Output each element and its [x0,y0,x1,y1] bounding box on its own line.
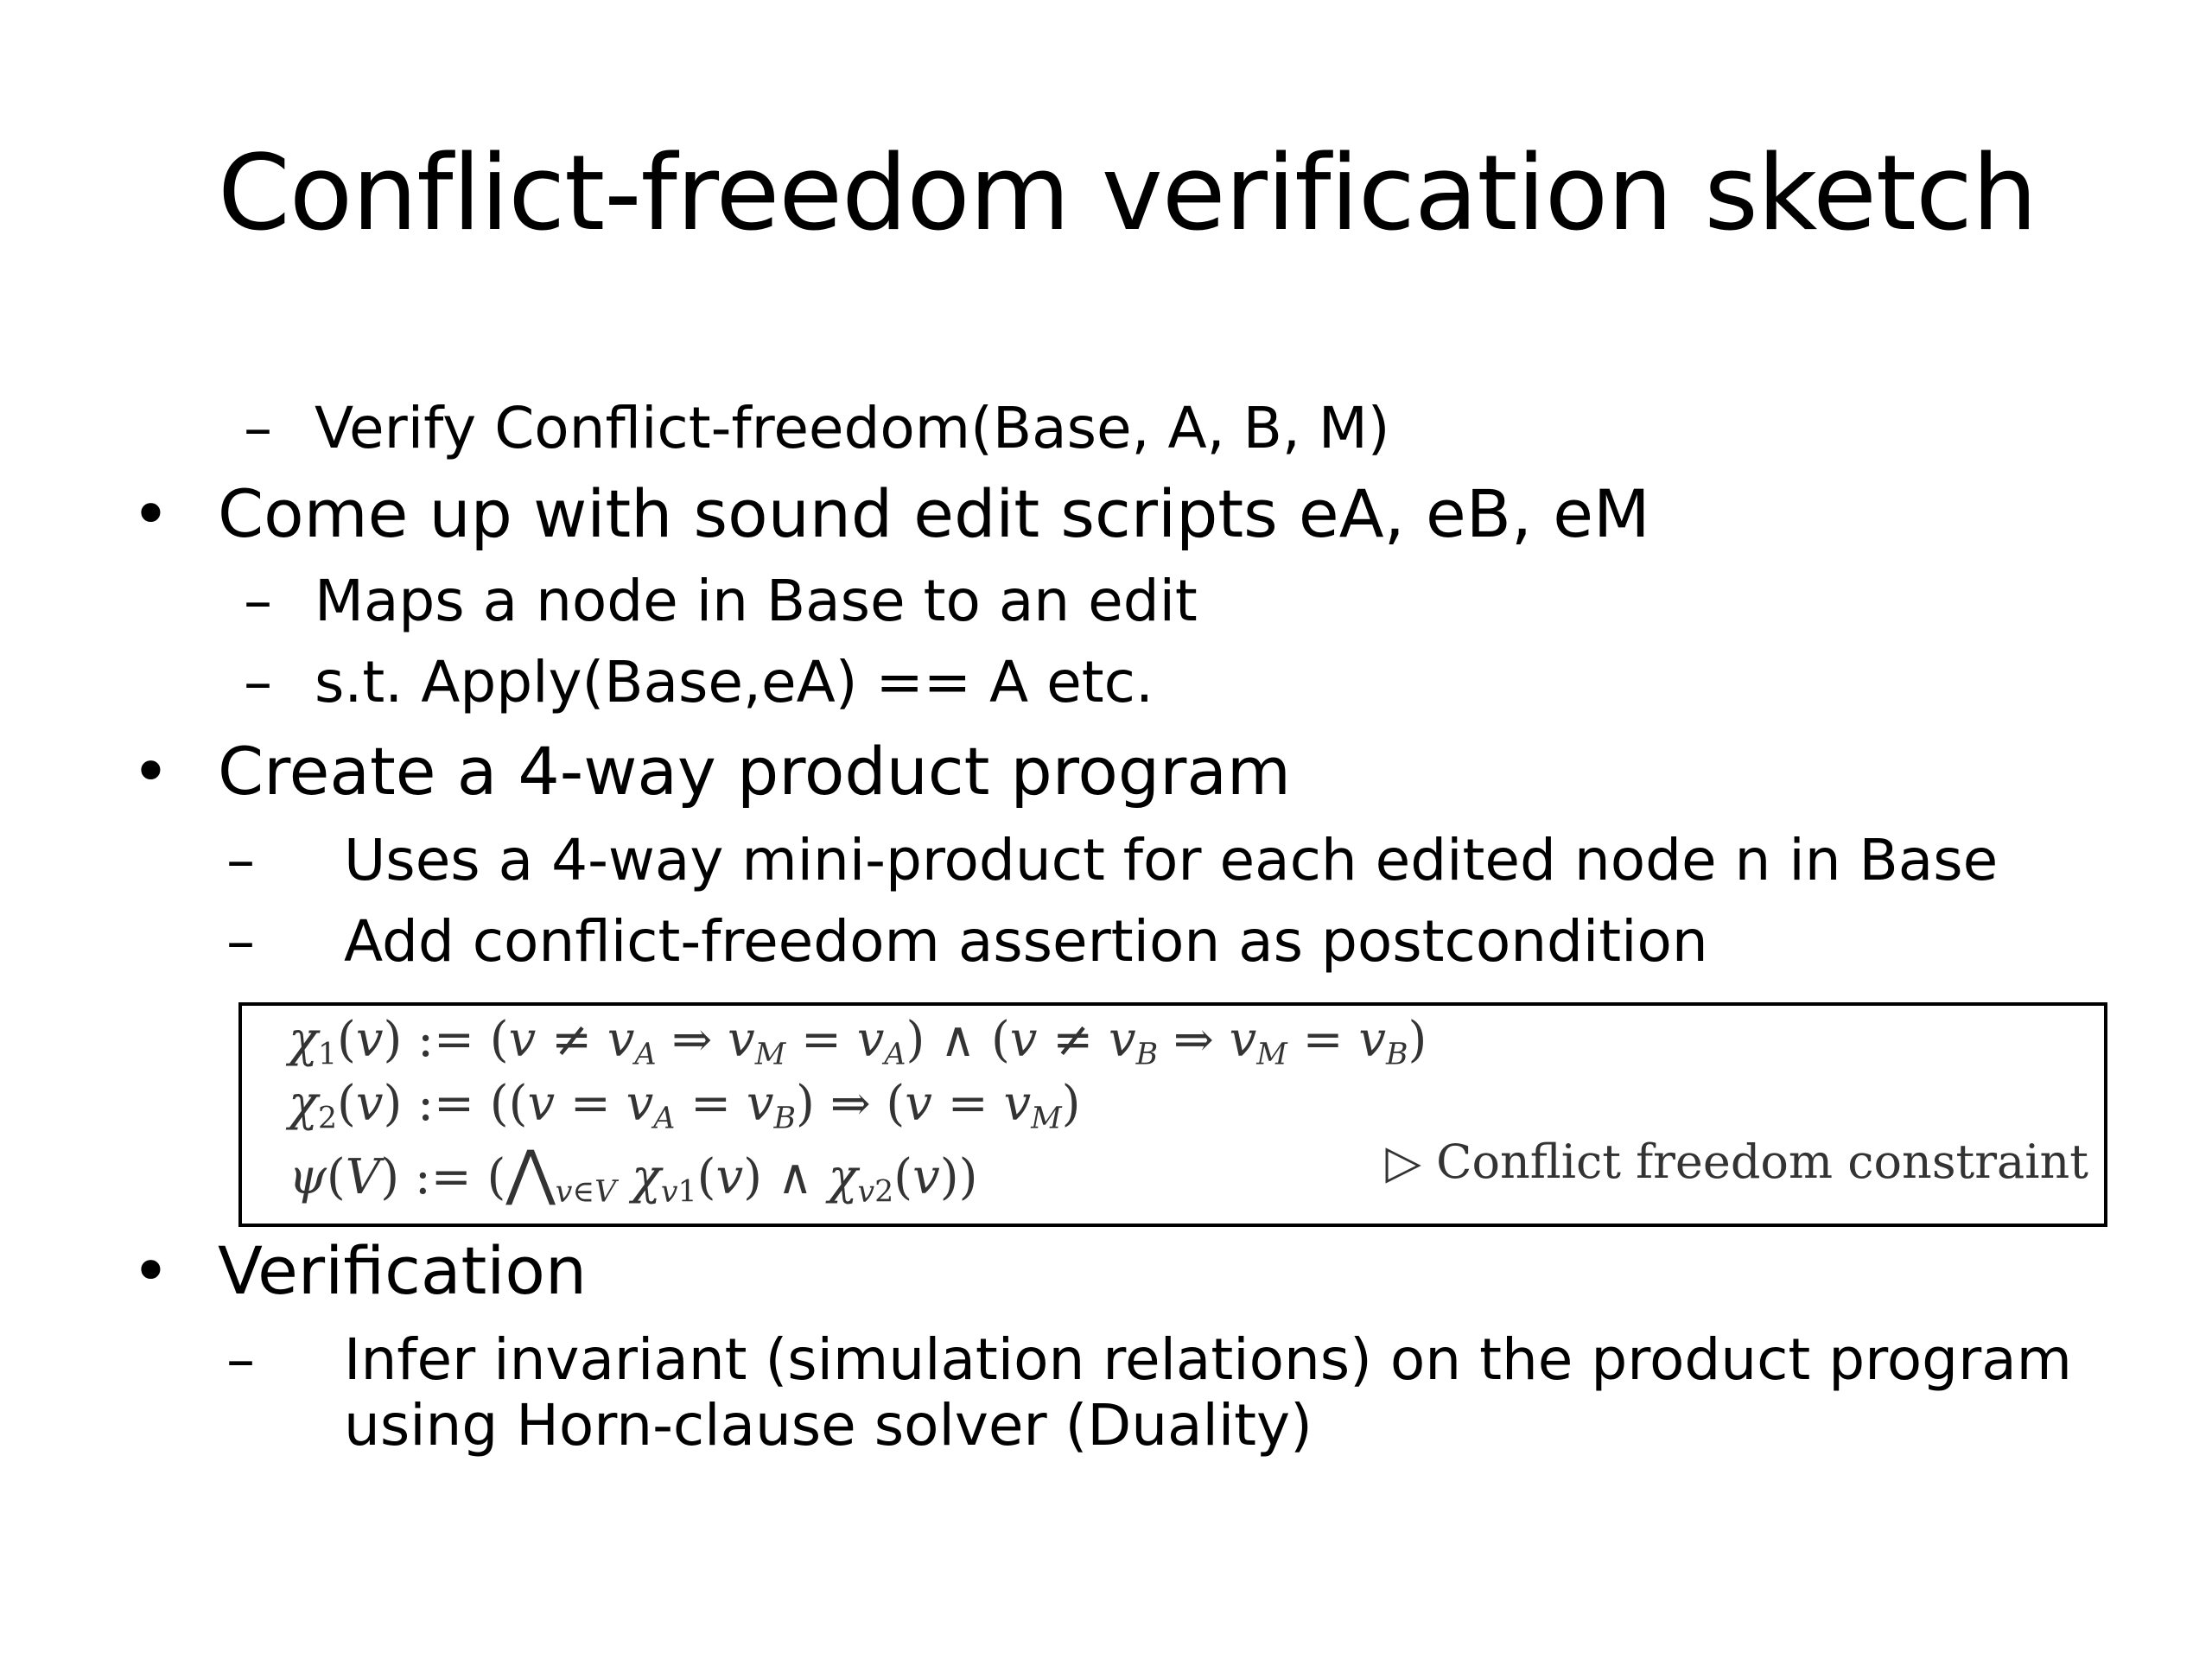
formula-chi1: $\chi_1(v)$ := ($v \ne v_A$ ⇒ $v_M = v_A$) ∧ ($v \ne v_B$ ⇒ $v_M = v_B$) [289,1012,1427,1072]
sub-item-infer-line1: Infer invariant (simulation relations) on the product program [344,1326,2072,1393]
sub-item-verify: Verify Conflict-freedom(Base, A, B, M) [315,395,1390,461]
formula-comment: ▷ Conflict freedom constraint [1385,1135,2088,1189]
dash-marker: – [244,649,272,715]
dash-marker: – [244,568,272,634]
bullet-product-program: Create a 4-way product program [218,733,1291,810]
bullet-marker: • [131,733,170,810]
sub-item-apply: s.t. Apply(Base,eA) == A etc. [315,649,1154,715]
dash-marker: – [244,395,272,461]
sub-item-assertion: Add conflict-freedom assertion as postcondition [344,908,1708,975]
sub-item-mini-product: Uses a 4-way mini-product for each edited node n in Base [344,827,1999,893]
sub-item-maps-node: Maps a node in Base to an edit [315,568,1198,634]
bullet-edit-scripts: Come up with sound edit scripts eA, eB, eM [218,475,1650,552]
dash-marker: – [226,1326,255,1393]
bullet-marker: • [131,475,170,552]
dash-marker: – [226,908,255,975]
sub-item-infer-line2: using Horn-clause solver (Duality) [344,1392,1313,1459]
slide-title: Conflict-freedom verification sketch [218,134,2037,254]
bullet-marker: • [131,1232,170,1309]
formula-chi2: $\chi_2(v)$ := ($(v = v_A = v_B)$ ⇒ $(v = v_M)$ [289,1076,1081,1136]
bullet-verification: Verification [218,1232,588,1309]
formula-box [238,1002,2107,1227]
formula-psi: ψ(V) := ($⋀_{v\in V}$ $\chi_{v1}(v)$ ∧ $\chi_{v2}(v)$) [289,1137,978,1210]
dash-marker: – [226,827,255,893]
